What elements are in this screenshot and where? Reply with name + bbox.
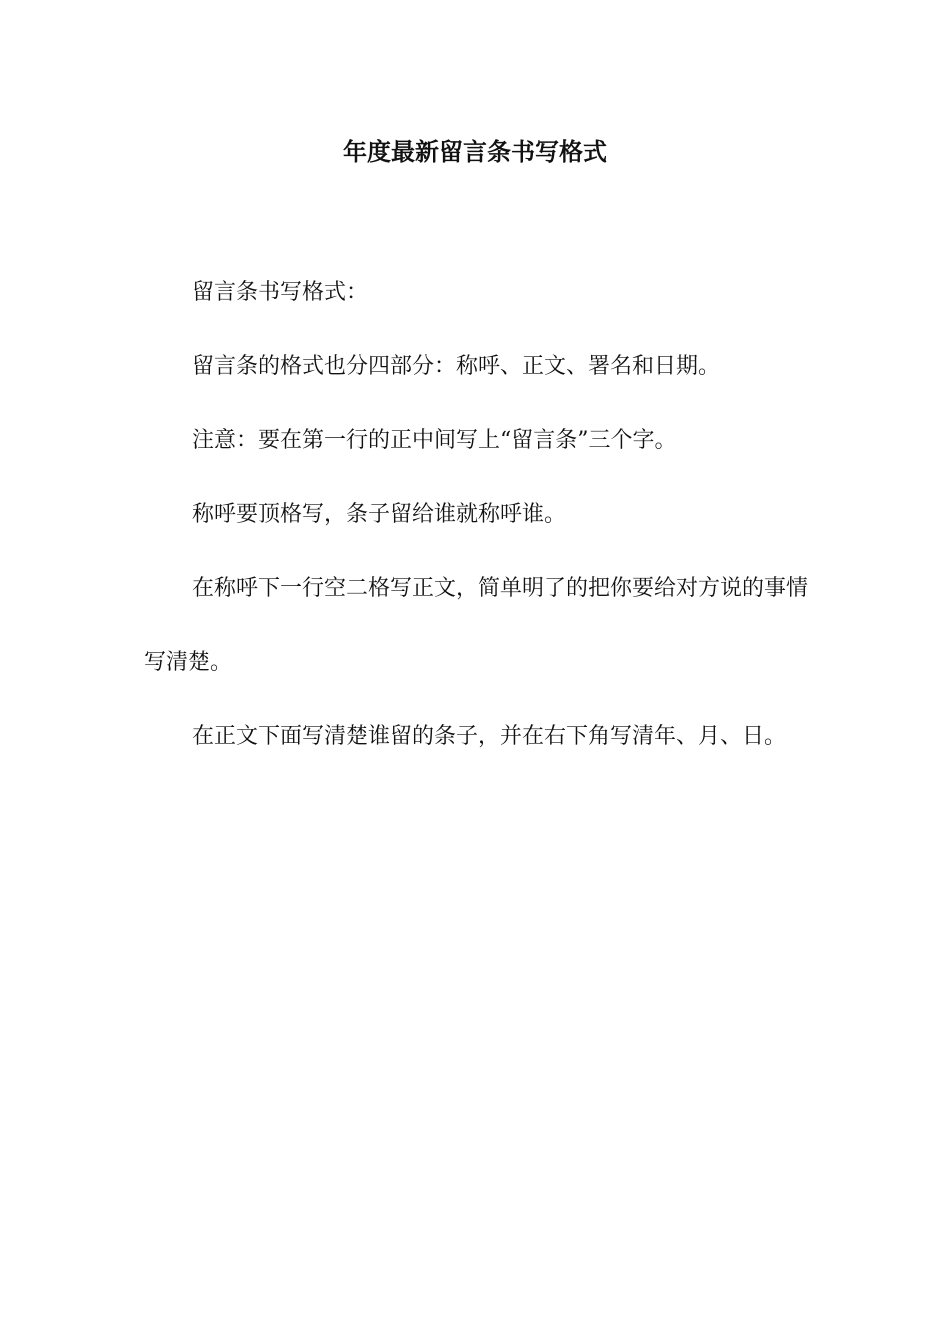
- paragraph-signature-date: 在正文下面写清楚谁留的条子，并在右下角写清年、月、日。: [192, 724, 787, 749]
- paragraph-format-parts: 留言条的格式也分四部分：称呼、正文、署名和日期。: [192, 354, 721, 379]
- paragraph-format-heading: 留言条书写格式：: [192, 280, 369, 305]
- paragraph-salutation: 称呼要顶格写，条子留给谁就称呼谁。: [192, 502, 567, 527]
- document-body: [144, 256, 808, 774]
- paragraph-note: 注意：要在第一行的正中间写上“留言条”三个字。: [192, 428, 677, 453]
- document-title: 年度最新留言条书写格式: [343, 138, 607, 166]
- paragraph-body-text: 在称呼下一行空二格写正文，简单明了的把你要给对方说的事情写清楚。: [144, 576, 809, 675]
